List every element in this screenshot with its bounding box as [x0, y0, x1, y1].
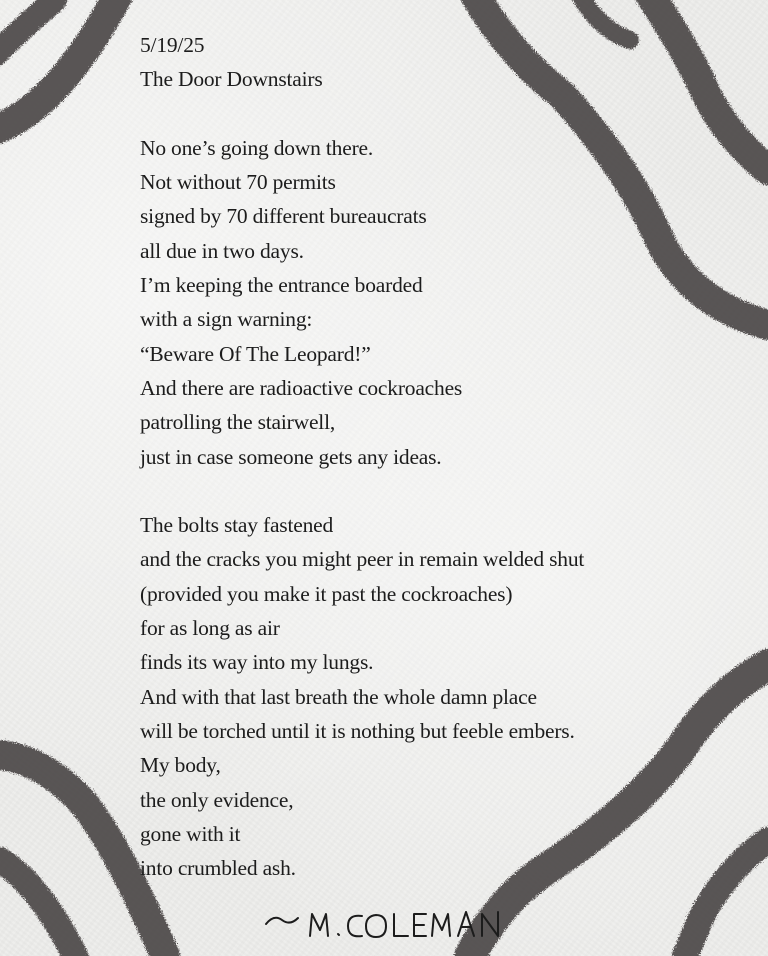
brush-stroke-top-left-a	[0, 0, 55, 55]
poem-line: finds its way into my lungs.	[140, 650, 374, 675]
stanza-2	[140, 508, 740, 885]
poem-line: signed by 70 different bureaucrats	[140, 204, 427, 229]
poem-line: will be torched until it is nothing but feeble embers.	[140, 718, 575, 743]
poem-date: 5/19/25	[140, 33, 205, 57]
poem-title: The Door Downstairs	[140, 67, 323, 92]
handwritten-signature	[262, 900, 512, 950]
poem-line: Not without 70 permits	[140, 170, 336, 195]
poem-line: the only evidence,	[140, 787, 294, 812]
poem-line: with a sign warning:	[140, 307, 313, 332]
poem-line: for as long as air	[140, 616, 280, 641]
poem-line: patrolling the stairwell,	[140, 410, 336, 435]
poem-line: (provided you make it past the cockroaches)	[140, 581, 513, 606]
poem-line: “Beware Of The Leopard!”	[140, 341, 371, 366]
poem	[140, 28, 740, 885]
poem-line: I’m keeping the entrance boarded	[140, 273, 423, 298]
poem-line: And with that last breath the whole damn place	[140, 684, 537, 709]
poem-line: just in case someone gets any ideas.	[140, 444, 442, 469]
poem-line: gone with it	[140, 821, 241, 846]
stanza-1	[140, 131, 740, 474]
poem-line: And there are radioactive cockroaches	[140, 375, 463, 400]
poem-line: and the cracks you might peer in remain welded shut	[140, 547, 585, 572]
poem-line: No one’s going down there.	[140, 135, 374, 160]
stanza-break	[140, 474, 740, 508]
poem-line: all due in two days.	[140, 238, 304, 263]
brush-stroke-bottom-left-b	[0, 860, 75, 956]
stanza-break	[140, 97, 740, 131]
poem-line: My body,	[140, 753, 221, 778]
poem-line: into crumbled ash.	[140, 856, 296, 881]
poem-line: The bolts stay fastened	[140, 513, 334, 538]
